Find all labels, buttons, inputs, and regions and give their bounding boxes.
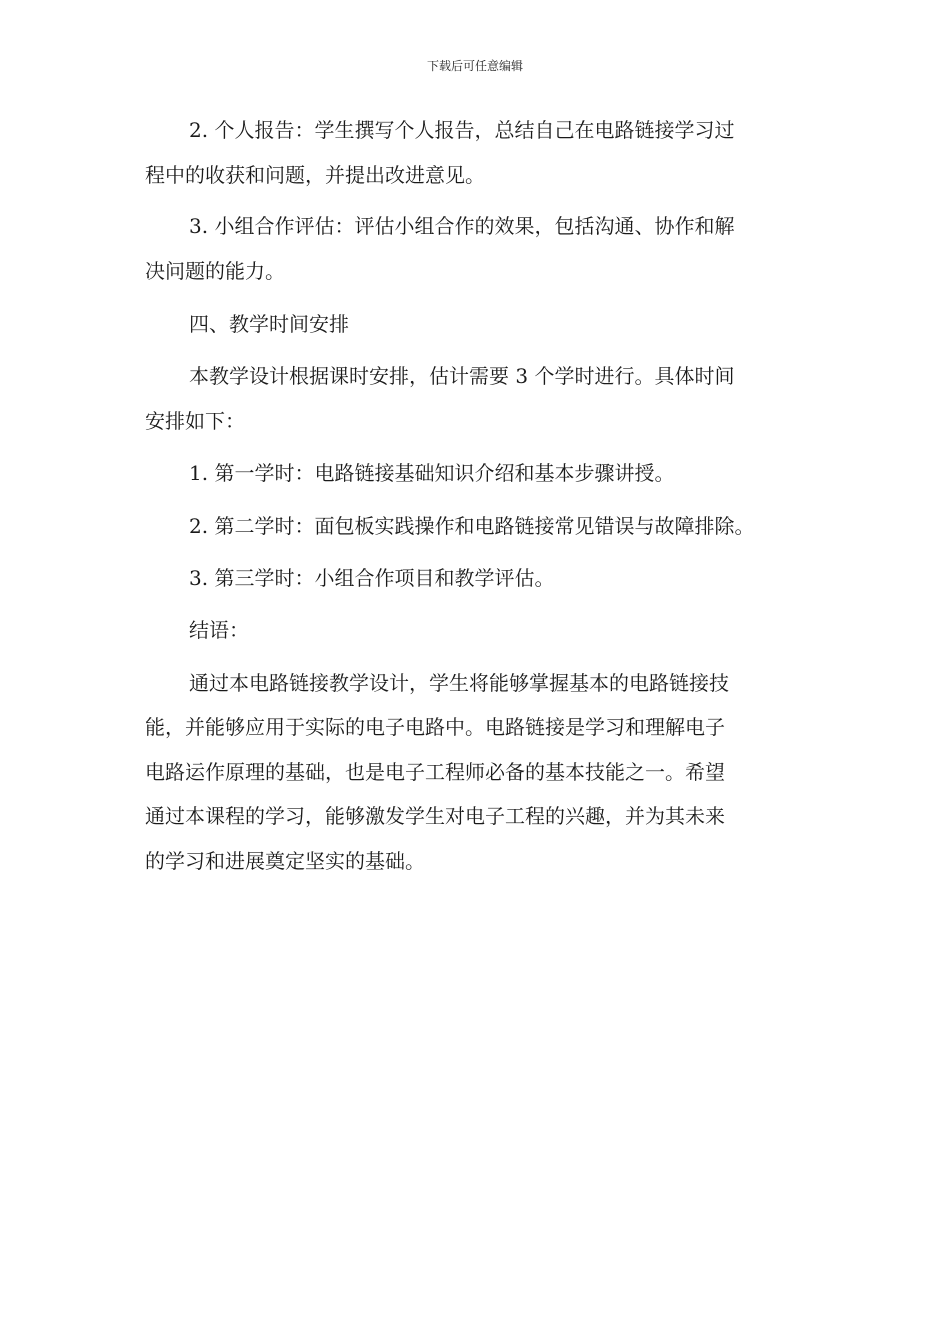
paragraph-line: 决问题的能力。: [145, 259, 285, 283]
paragraph-line: 2. 个人报告：学生撰写个人报告，总结自己在电路链接学习过: [189, 118, 735, 142]
paragraph-line: 的学习和进展奠定坚实的基础。: [145, 849, 425, 873]
paragraph-line: 能，并能够应用于实际的电子电路中。电路链接是学习和理解电子: [145, 715, 725, 739]
list-item: 3. 第三学时：小组合作项目和教学评估。: [189, 566, 555, 590]
page-header: 下载后可任意编辑: [426, 59, 523, 73]
paragraph-line: 通过本电路链接教学设计，学生将能够掌握基本的电路链接技: [189, 671, 729, 695]
section-heading: 结语：: [189, 618, 249, 642]
paragraph-line: 通过本课程的学习，能够激发学生对电子工程的兴趣，并为其未来: [145, 804, 725, 828]
list-item: 1. 第一学时：电路链接基础知识介绍和基本步骤讲授。: [189, 461, 675, 485]
paragraph-line: 程中的收获和问题，并提出改进意见。: [145, 163, 485, 187]
paragraph-line: 安排如下：: [145, 409, 245, 433]
section-heading: 四、教学时间安排: [189, 312, 349, 336]
paragraph-line: 本教学设计根据课时安排，估计需要 3 个学时进行。具体时间: [189, 364, 735, 388]
list-item: 2. 第二学时：面包板实践操作和电路链接常见错误与故障排除。: [189, 514, 755, 538]
paragraph-line: 电路运作原理的基础，也是电子工程师必备的基本技能之一。希望: [145, 760, 725, 784]
paragraph-line: 3. 小组合作评估：评估小组合作的效果，包括沟通、协作和解: [189, 214, 735, 238]
